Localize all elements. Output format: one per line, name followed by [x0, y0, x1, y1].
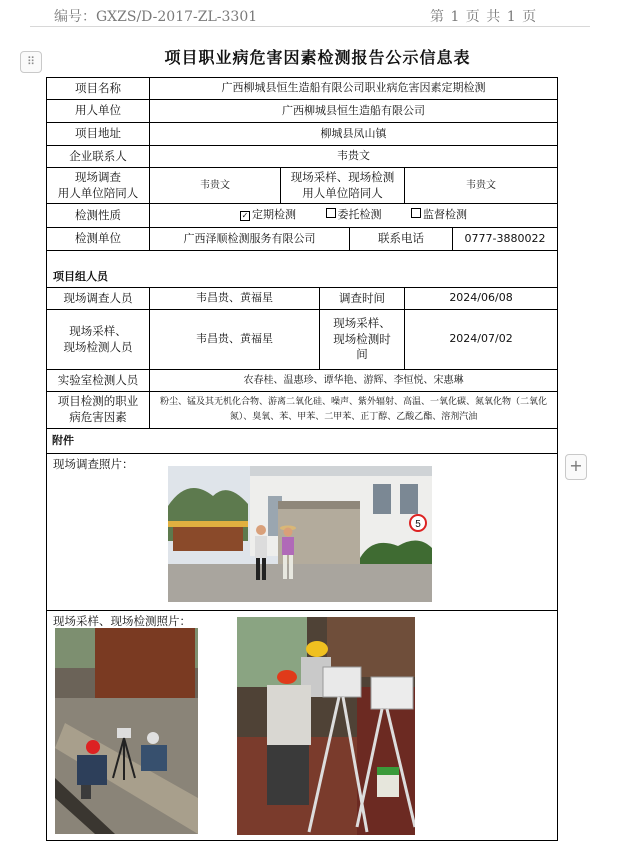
team-section-label: 项目组人员 [47, 251, 558, 288]
sampling-companion-value: 韦贵文 [405, 168, 558, 204]
sampling-companion-label: 现场采样、现场检测 用人单位陪同人 [281, 168, 405, 204]
nature-options [150, 204, 558, 228]
survey-photo-cell [47, 454, 558, 611]
sampling-photo-right [237, 617, 415, 835]
hazards-label: 项目检测的职业 病危害因素 [47, 392, 150, 429]
checkbox-empty-icon [326, 208, 336, 218]
checkbox-checked-icon: ✓ [241, 211, 249, 221]
address-value: 柳城县凤山镇 [150, 123, 558, 146]
surveyors-value: 韦昌贵、黄福星 [150, 288, 320, 310]
samplers-value: 韦昌贵、黄福星 [150, 310, 320, 370]
unit-value: 广西泽顺检测服务有限公司 [150, 228, 350, 251]
phone-label: 联系电话 [350, 228, 453, 251]
survey-time-value: 2024/06/08 [405, 288, 558, 310]
survey-time-label: 调查时间 [320, 288, 405, 310]
samplers-label: 现场采样、 现场检测人员 [47, 310, 150, 370]
attachments-section-label: 附件 [47, 429, 558, 454]
lab-staff-value: 农春桂、温惠珍、谭华艳、游辉、李恒悦、宋惠琳 [150, 370, 558, 392]
sample-time-label: 现场采样、 现场检测时 间 [320, 310, 405, 370]
lab-staff-label: 实验室检测人员 [47, 370, 150, 392]
page-info: 第 1 页 共 1 页 [430, 9, 537, 25]
table-drag-handle-icon[interactable]: ⠿ [20, 51, 42, 73]
unit-label: 检测单位 [47, 228, 150, 251]
employer-label: 用人单位 [47, 100, 150, 123]
hazards-value: 粉尘、锰及其无机化合物、游离二氧化硅、噪声、紫外辐射、高温、一氧化碳、氮氧化物（二氧化氮）、臭氧、苯、甲苯、二甲苯、正丁醇、乙酸乙酯、溶剂汽油 [150, 392, 558, 429]
nature-option-commissioned[interactable]: 委托检测 [326, 208, 382, 221]
contact-label: 企业联系人 [47, 146, 150, 168]
nature-option-regular[interactable]: ✓ 定期检测 [241, 208, 297, 222]
contact-value: 韦贵文 [150, 146, 558, 168]
project-name-value: 广西柳城县恒生造船有限公司职业病危害因素定期检测 [150, 78, 558, 100]
sampling-photo-caption: 现场采样、现场检测照片： [53, 614, 191, 628]
address-label: 项目地址 [47, 123, 150, 146]
page-title: 项目职业病危害因素检测报告公示信息表 [164, 48, 471, 67]
project-name-label: 项目名称 [47, 78, 150, 100]
disclosure-table [46, 77, 558, 841]
survey-companion-value: 韦贵文 [150, 168, 281, 204]
survey-companion-label: 现场调查 用人单位陪同人 [47, 168, 150, 204]
header-divider [30, 26, 590, 27]
employer-value: 广西柳城县恒生造船有限公司 [150, 100, 558, 123]
nature-option-supervisory[interactable]: 监督检测 [411, 208, 467, 221]
checkbox-empty-icon [411, 208, 421, 218]
sample-time-value: 2024/07/02 [405, 310, 558, 370]
nature-label: 检测性质 [47, 204, 150, 228]
add-row-icon[interactable]: + [565, 454, 587, 480]
document-number: 编号：GXZS/D-2017-ZL-3301 [54, 9, 258, 25]
svg-text:5: 5 [415, 519, 421, 530]
survey-photo-caption: 现场调查照片： [53, 457, 134, 471]
sampling-photo-cell [47, 611, 558, 841]
surveyors-label: 现场调查人员 [47, 288, 150, 310]
phone-value: 0777-3880022 [453, 228, 558, 251]
site-survey-photo [168, 466, 432, 602]
sampling-photo-left [55, 628, 198, 834]
